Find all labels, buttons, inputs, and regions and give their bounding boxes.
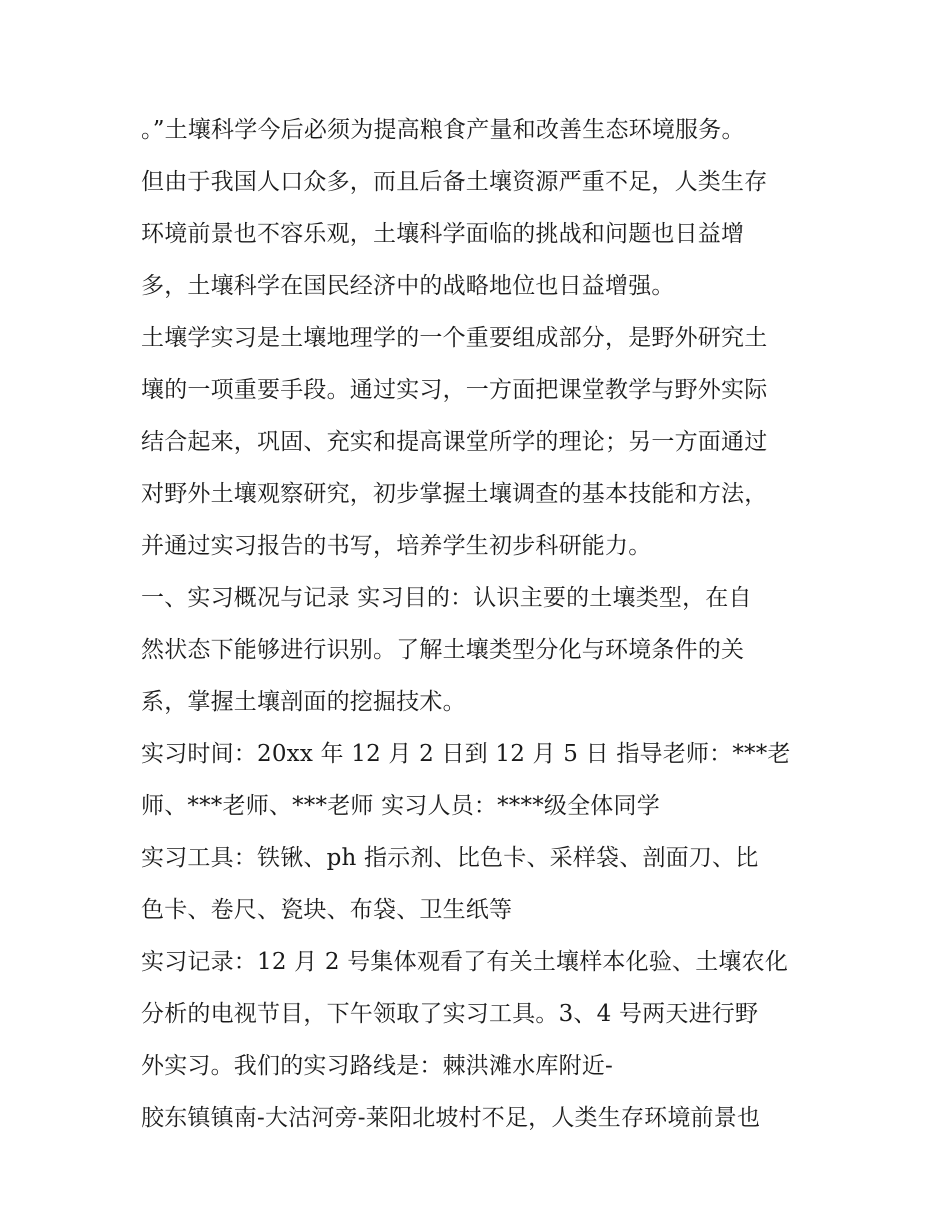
text-line: 并通过实习报告的书写，培养学生初步科研能力。 <box>141 533 652 559</box>
text-line: 系，掌握土壤剖面的挖掘技术。 <box>141 689 466 715</box>
text-line: 外实习。我们的实习路线是：棘洪滩水库附近- <box>141 1053 613 1079</box>
text-line: 壤的一项重要手段。通过实习，一方面把课堂教学与野外实际 <box>141 377 768 403</box>
text-line: 实习记录：12 月 2 号集体观看了有关土壤样本化验、土壤农化 <box>141 949 789 975</box>
text-line: 实习工具：铁锹、ph 指示剂、比色卡、采样袋、剖面刀、比 <box>141 845 759 871</box>
text-line: 胶东镇镇南-大沽河旁-莱阳北坡村不足，人类生存环境前景也 <box>141 1105 761 1131</box>
text-line: 分析的电视节目，下午领取了实习工具。3、4 号两天进行野 <box>141 1001 759 1027</box>
text-line: 土壤学实习是土壤地理学的一个重要组成部分，是野外研究土 <box>141 325 768 351</box>
text-line: 对野外土壤观察研究，初步掌握土壤调查的基本技能和方法， <box>141 481 768 507</box>
text-line: 师、***老师、***老师 实习人员：****级全体同学 <box>141 793 660 819</box>
document-body <box>141 104 821 1144</box>
text-line: 但由于我国人口众多，而且后备土壤资源严重不足，人类生存 <box>141 169 768 195</box>
text-line: 然状态下能够进行识别。了解土壤类型分化与环境条件的关 <box>141 637 745 663</box>
text-line: 色卡、卷尺、瓷块、布袋、卫生纸等 <box>141 897 513 923</box>
text-line: 一、实习概况与记录 实习目的：认识主要的土壤类型，在自 <box>141 585 752 611</box>
text-line: 环境前景也不容乐观，土壤科学面临的挑战和问题也日益增 <box>141 221 745 247</box>
text-line: 多，土壤科学在国民经济中的战略地位也日益增强。 <box>141 273 675 299</box>
text-line: 结合起来，巩固、充实和提高课堂所学的理论；另一方面通过 <box>141 429 768 455</box>
text-line: 实习时间：20xx 年 12 月 2 日到 12 月 5 日 指导老师：***老 <box>141 741 791 767</box>
text-line: 。”土壤科学今后必须为提高粮食产量和改善生态环境服务。 <box>141 117 745 143</box>
